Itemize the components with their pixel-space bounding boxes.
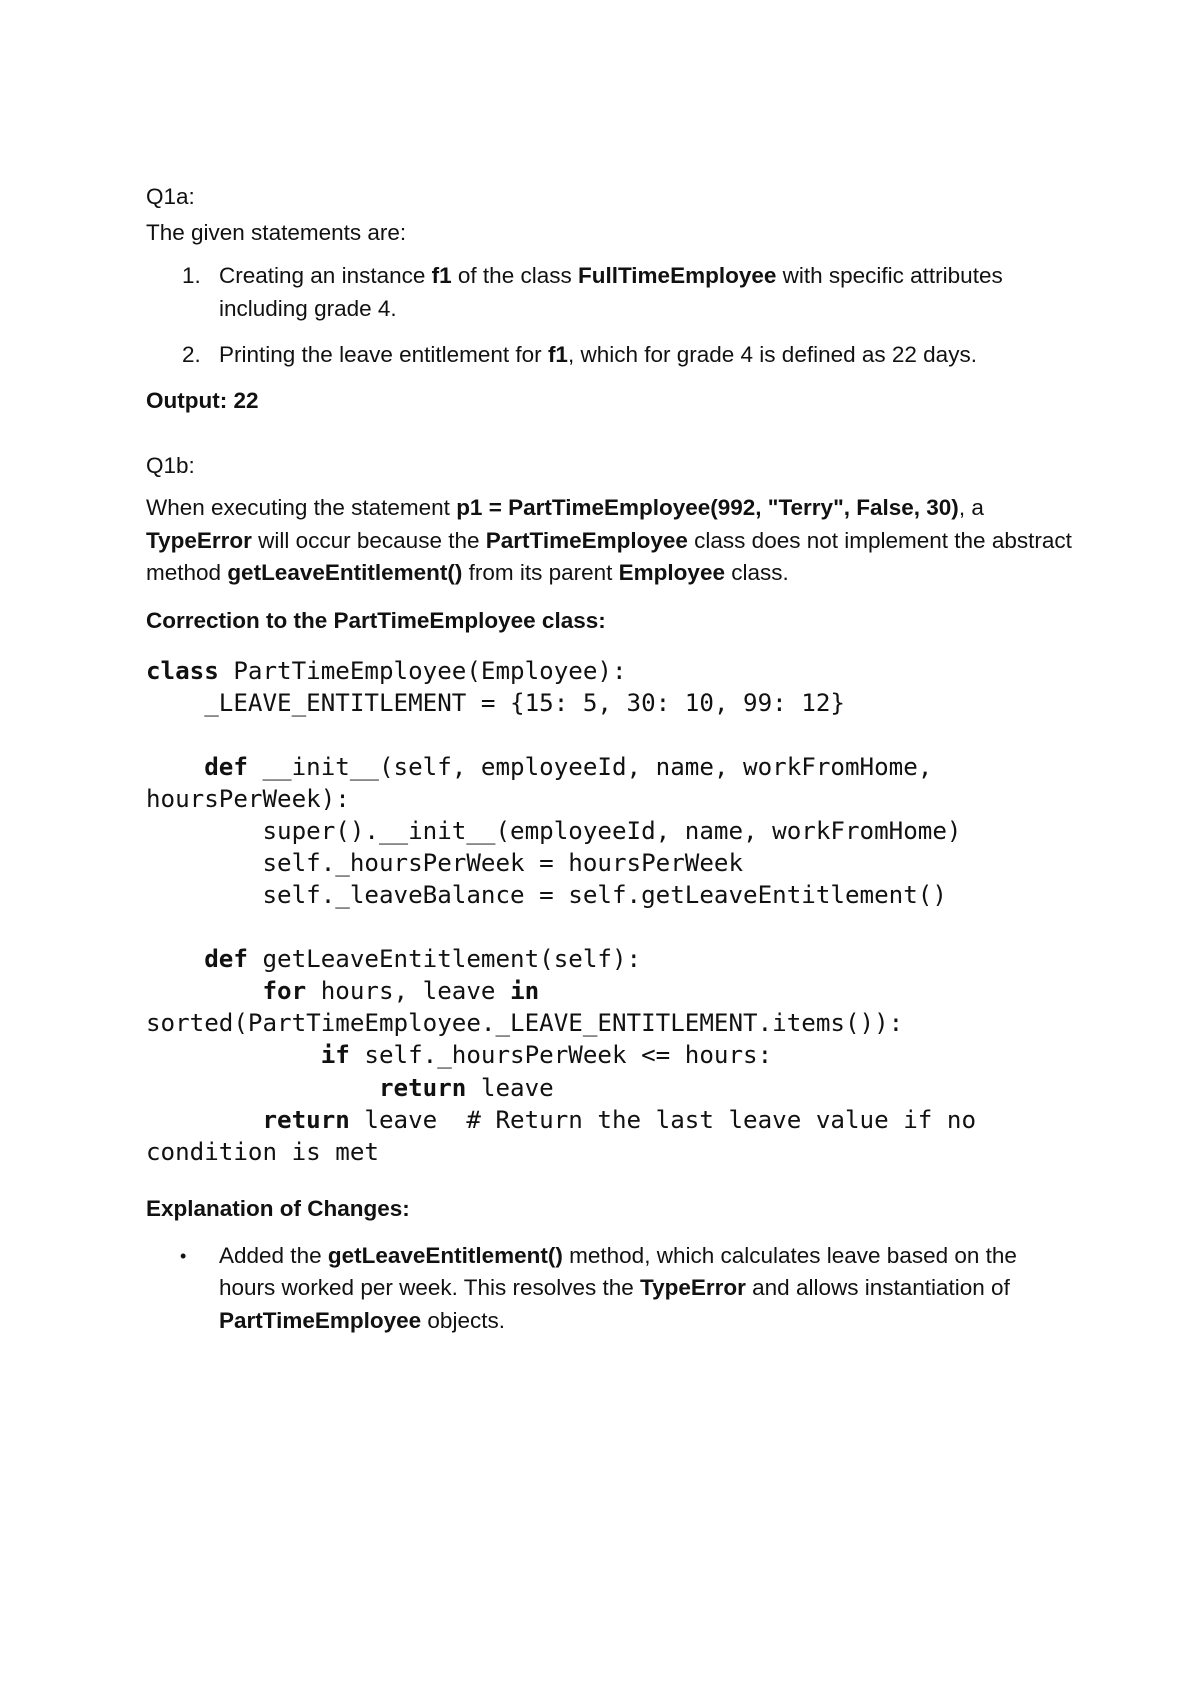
- code-line: self._leaveBalance = self.getLeaveEntitlement(): [146, 881, 947, 910]
- code-blank-line: [146, 911, 1076, 943]
- list-number: 2.: [182, 342, 201, 367]
- code-line: self._hoursPerWeek = hoursPerWeek: [146, 848, 744, 877]
- code-line: super().__init__(employeeId, name, workFromHome): [146, 816, 962, 845]
- list-text: Added the getLeaveEntitlement() method, which calculates leave based on the hours worked per week. This resolves the TypeError and allows instantiation of PartTimeEmployee objects.: [219, 1242, 1017, 1333]
- q1a-intro: The given statements are:: [146, 220, 407, 245]
- correction-heading: Correction to the PartTimeEmployee class:: [146, 607, 606, 633]
- code-line: condition is met: [146, 1137, 379, 1166]
- document-content: [146, 180, 1076, 1337]
- list-item: [146, 338, 1076, 371]
- list-item: [146, 1240, 1076, 1338]
- code-line: return leave: [379, 1073, 554, 1102]
- q1a-output: Output: 22: [146, 388, 259, 413]
- bullet-icon: •: [180, 1245, 187, 1266]
- explanation-heading: Explanation of Changes:: [146, 1195, 410, 1221]
- code-blank-line: [146, 719, 1076, 751]
- q1b-title: Q1b:: [146, 453, 195, 478]
- q1b-paragraph: When executing the statement p1 = PartTimeEmployee(992, "Terry", False, 30), a TypeError will occur because the PartTimeEmployee class does not implement the abstract method getLeaveEntitlement() from its parent Employee class.: [146, 495, 1072, 585]
- code-line: def __init__(self, employeeId, name, workFromHome,: [204, 752, 933, 781]
- explanation-bullet-list: [146, 1240, 1076, 1338]
- list-item: [146, 259, 1076, 325]
- list-number: 1.: [182, 263, 201, 288]
- code-line: class PartTimeEmployee(Employee):: [146, 656, 627, 685]
- code-line: sorted(PartTimeEmployee._LEAVE_ENTITLEMENT.items()):: [146, 1009, 904, 1038]
- list-text: Creating an instance f1 of the class FullTimeEmployee with specific attributes including grade 4.: [219, 263, 1003, 321]
- code-block: [146, 655, 1076, 1168]
- list-text: Printing the leave entitlement for f1, which for grade 4 is defined as 22 days.: [219, 342, 977, 367]
- q1a-numbered-list: [146, 259, 1076, 371]
- code-line: return leave # Return the last leave value if no: [262, 1105, 977, 1134]
- code-line: _LEAVE_ENTITLEMENT = {15: 5, 30: 10, 99: 12}: [146, 688, 845, 717]
- code-line: def getLeaveEntitlement(self):: [204, 945, 642, 974]
- code-line: hoursPerWeek):: [146, 784, 350, 813]
- code-line: if self._hoursPerWeek <= hours:: [320, 1041, 773, 1070]
- code-line: for hours, leave in: [262, 977, 540, 1006]
- q1a-title: Q1a:: [146, 184, 195, 209]
